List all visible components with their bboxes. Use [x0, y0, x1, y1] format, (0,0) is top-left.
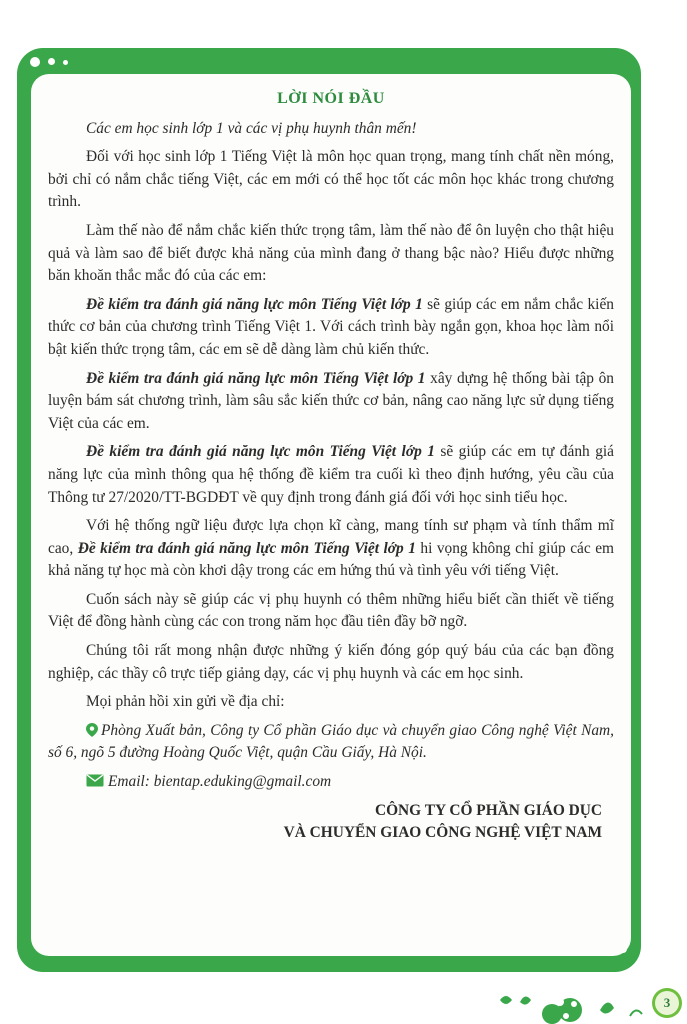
- paragraph-2: Làm thế nào để nắm chắc kiến thức trọng tâm, làm thế nào để ôn luyện cho thật hiệu quả và làm sao để biết được khả năng của mình đang ở thang bậc nào? Hiểu được những băn khoăn thắc mắc đó của các em:: [48, 221, 614, 285]
- book-title: Đề kiểm tra đánh giá năng lực môn Tiếng Việt lớp 1: [86, 443, 435, 461]
- paragraph-6-text: hi vọng không chỉ giúp các em khả năng tự học mà còn khơi dậy trong các em hứng thú và tình yêu với tiếng Việt.: [48, 539, 615, 580]
- paragraph-4: [48, 368, 614, 436]
- frame-dot: [48, 58, 55, 65]
- email-line: [48, 771, 614, 794]
- email-text[interactable]: Email: bientap.eduking@gmail.com: [108, 773, 332, 791]
- address-line: [48, 720, 614, 765]
- paragraph-5: [48, 441, 614, 509]
- book-title: Đề kiểm tra đánh giá năng lực môn Tiếng Việt lớp 1: [77, 539, 416, 557]
- company-signature: [48, 800, 614, 844]
- book-title: Đề kiểm tra đánh giá năng lực môn Tiếng Việt lớp 1: [86, 369, 426, 387]
- paragraph-5-text: sẽ giúp các em tự đánh giá năng lực của mình thông qua hệ thống đề kiểm tra cuối kì theo định hướng, yêu cầu của Thông tư 27/2020/TT-BGDĐT về quy định trong đánh giá đối với học sinh tiểu học.: [48, 443, 614, 506]
- address-text: Phòng Xuất bản, Công ty Cổ phần Giáo dục và chuyển giao Công nghệ Việt Nam, số 6, ngõ 5 đường Hoàng Quốc Việt, quận Cầu Giấy, Hà Nội.: [48, 721, 614, 762]
- frame-dot: [63, 60, 68, 65]
- frame-dot: [30, 57, 40, 67]
- email-icon: [86, 774, 104, 787]
- paragraph-1: Đối với học sinh lớp 1 Tiếng Việt là môn học quan trọng, mang tính chất nền móng, bởi chỉ có nắm chắc tiếng Việt, các em mới có thể học tốt các môn học khác trong chương trình.: [48, 148, 614, 211]
- paragraph-8: Chúng tôi rất mong nhận được những ý kiến đóng góp quý báu của các bạn đồng nghiệp, các thầy cô trực tiếp giảng dạy, các vị phụ huynh và các em học sinh.: [48, 642, 614, 682]
- paragraph-3: [48, 294, 614, 362]
- page-number: 3: [663, 995, 671, 1010]
- paragraph-4-text: xây dựng hệ thống bài tập ôn luyện bám sát chương trình, làm sâu sắc kiến thức cơ bản, nâng cao năng lực sử dụng tiếng Việt của các em.: [48, 369, 614, 432]
- location-pin-icon: [86, 723, 98, 737]
- paragraph-3-text: sẽ giúp các em nắm chắc kiến thức cơ bản của chương trình Tiếng Việt 1. Với cách trình bày ngắn gọn, khoa học làm nổi bật kiến thức trọng tâm, các em sẽ dễ dàng làm chủ kiến thức.: [48, 295, 614, 358]
- paragraph-6-start: Với hệ thống ngữ liệu được lựa chọn kĩ càng, mang tính sư phạm và tính thẩm mĩ cao,: [48, 517, 614, 557]
- greeting: Các em học sinh lớp 1 và các vị phụ huynh thân mến!: [86, 119, 417, 137]
- book-title: Đề kiểm tra đánh giá năng lực môn Tiếng Việt lớp 1: [86, 295, 423, 313]
- company-line-1: CÔNG TY CỔ PHẦN GIÁO DỤC: [374, 801, 602, 819]
- paragraph-6: [48, 515, 614, 583]
- preface-content: [48, 88, 614, 844]
- page-title: LỜI NÓI ĐẦU: [277, 90, 385, 107]
- paragraph-9: Mọi phản hồi xin gửi về địa chỉ:: [86, 693, 285, 711]
- paragraph-7: Cuốn sách này sẽ giúp các vị phụ huynh có thêm những hiểu biết cần thiết về tiếng Việt để đồng hành cùng các con trong năm học đầu tiên đầy bỡ ngỡ.: [48, 590, 614, 631]
- company-line-2: VÀ CHUYỂN GIAO CÔNG NGHỆ VIỆT NAM: [283, 823, 602, 841]
